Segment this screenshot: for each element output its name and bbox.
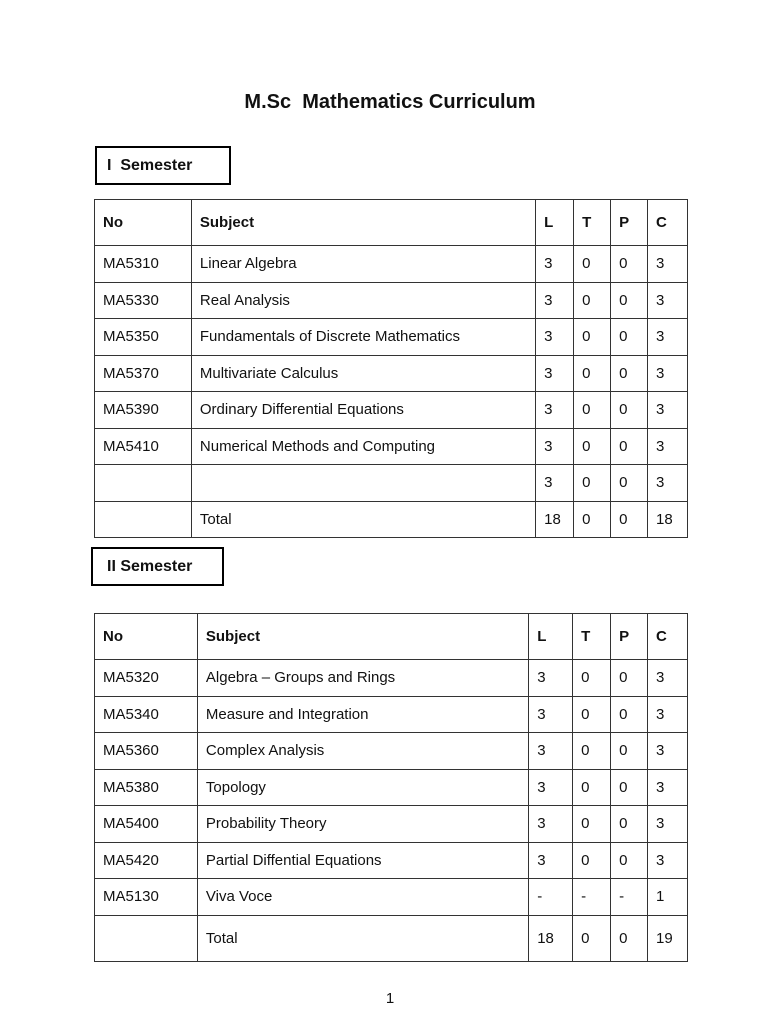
- header-no: No: [95, 200, 192, 246]
- table-row: [95, 355, 688, 392]
- course-t: 0: [574, 392, 611, 429]
- course-c: 3: [648, 319, 688, 356]
- total-l: 18: [536, 501, 574, 538]
- table-row: [95, 282, 688, 319]
- course-c: 3: [648, 806, 688, 843]
- table-row: [95, 428, 688, 465]
- course-c: 3: [648, 769, 688, 806]
- course-l: -: [529, 879, 573, 916]
- course-code: MA5390: [95, 392, 192, 429]
- course-subject: Viva Voce: [197, 879, 528, 916]
- semester-1-heading: I Semester: [95, 146, 231, 185]
- course-t: -: [573, 879, 611, 916]
- course-p: 0: [611, 428, 648, 465]
- total-p: 0: [611, 501, 648, 538]
- semester-2-table: [94, 613, 688, 962]
- total-row: [95, 915, 688, 961]
- course-c: 3: [648, 355, 688, 392]
- course-p: 0: [611, 246, 648, 283]
- header-c: C: [648, 200, 688, 246]
- course-l: 3: [536, 246, 574, 283]
- total-label: Total: [191, 501, 535, 538]
- course-l: 3: [529, 660, 573, 697]
- course-p: 0: [611, 465, 648, 502]
- course-c: 3: [648, 733, 688, 770]
- total-row: [95, 501, 688, 538]
- course-p: 0: [611, 282, 648, 319]
- table-row: [95, 806, 688, 843]
- course-p: 0: [611, 660, 648, 697]
- header-t: T: [573, 614, 611, 660]
- total-c: 18: [648, 501, 688, 538]
- course-c: 3: [648, 696, 688, 733]
- course-p: 0: [611, 733, 648, 770]
- course-c: 3: [648, 465, 688, 502]
- table-header-row: [95, 614, 688, 660]
- course-c: 3: [648, 282, 688, 319]
- table-row: [95, 769, 688, 806]
- course-code: MA5350: [95, 319, 192, 356]
- course-subject: Measure and Integration: [197, 696, 528, 733]
- course-t: 0: [573, 660, 611, 697]
- course-code: MA5340: [95, 696, 198, 733]
- course-t: 0: [574, 428, 611, 465]
- course-l: 3: [529, 769, 573, 806]
- table-row: [95, 319, 688, 356]
- course-subject: Linear Algebra: [191, 246, 535, 283]
- semester-2-heading: II Semester: [91, 547, 224, 586]
- course-code: MA5130: [95, 879, 198, 916]
- course-t: 0: [574, 465, 611, 502]
- course-l: 3: [536, 465, 574, 502]
- course-t: 0: [573, 842, 611, 879]
- table-row: [95, 465, 688, 502]
- course-c: 3: [648, 246, 688, 283]
- table-row: [95, 246, 688, 283]
- table-row: [95, 696, 688, 733]
- course-p: 0: [611, 392, 648, 429]
- table-row: [95, 733, 688, 770]
- course-code: MA5330: [95, 282, 192, 319]
- course-p: 0: [611, 696, 648, 733]
- course-t: 0: [574, 246, 611, 283]
- course-l: 3: [536, 428, 574, 465]
- course-c: 3: [648, 660, 688, 697]
- course-t: 0: [573, 806, 611, 843]
- table-row: [95, 879, 688, 916]
- header-subject: Subject: [191, 200, 535, 246]
- semester-1-table: [94, 199, 688, 538]
- course-subject: Fundamentals of Discrete Mathematics: [191, 319, 535, 356]
- course-p: 0: [611, 806, 648, 843]
- table-row: [95, 660, 688, 697]
- course-c: 3: [648, 392, 688, 429]
- course-subject: Real Analysis: [191, 282, 535, 319]
- course-subject: Probability Theory: [197, 806, 528, 843]
- course-code: MA5400: [95, 806, 198, 843]
- header-c: C: [648, 614, 688, 660]
- course-code: [95, 501, 192, 538]
- course-code: MA5410: [95, 428, 192, 465]
- course-l: 3: [529, 842, 573, 879]
- header-t: T: [574, 200, 611, 246]
- course-subject: Algebra – Groups and Rings: [197, 660, 528, 697]
- page-title: M.Sc Mathematics Curriculum: [244, 91, 536, 113]
- course-code: MA5380: [95, 769, 198, 806]
- course-t: 0: [573, 696, 611, 733]
- course-p: 0: [611, 769, 648, 806]
- course-subject: Ordinary Differential Equations: [191, 392, 535, 429]
- course-t: 0: [573, 769, 611, 806]
- course-p: 0: [611, 842, 648, 879]
- total-p: 0: [611, 915, 648, 961]
- total-l: 18: [529, 915, 573, 961]
- page-number: 1: [385, 990, 395, 1007]
- course-c: 3: [648, 428, 688, 465]
- course-subject: Complex Analysis: [197, 733, 528, 770]
- course-t: 0: [574, 355, 611, 392]
- course-subject: Multivariate Calculus: [191, 355, 535, 392]
- course-p: 0: [611, 319, 648, 356]
- course-subject: Numerical Methods and Computing: [191, 428, 535, 465]
- course-p: -: [611, 879, 648, 916]
- course-l: 3: [536, 355, 574, 392]
- header-l: L: [529, 614, 573, 660]
- course-c: 3: [648, 842, 688, 879]
- course-code: MA5320: [95, 660, 198, 697]
- course-code: MA5310: [95, 246, 192, 283]
- course-subject: Partial Diffential Equations: [197, 842, 528, 879]
- table-row: [95, 392, 688, 429]
- course-l: 3: [529, 696, 573, 733]
- header-subject: Subject: [197, 614, 528, 660]
- course-subject: Topology: [197, 769, 528, 806]
- course-p: 0: [611, 355, 648, 392]
- course-c: 1: [648, 879, 688, 916]
- header-p: P: [611, 614, 648, 660]
- total-t: 0: [573, 915, 611, 961]
- course-code: MA5360: [95, 733, 198, 770]
- course-code: [95, 915, 198, 961]
- total-label: Total: [197, 915, 528, 961]
- course-l: 3: [529, 733, 573, 770]
- course-t: 0: [574, 282, 611, 319]
- table-header-row: [95, 200, 688, 246]
- course-t: 0: [573, 733, 611, 770]
- course-code: [95, 465, 192, 502]
- course-code: MA5370: [95, 355, 192, 392]
- course-l: 3: [529, 806, 573, 843]
- course-l: 3: [536, 392, 574, 429]
- course-code: MA5420: [95, 842, 198, 879]
- total-c: 19: [648, 915, 688, 961]
- header-l: L: [536, 200, 574, 246]
- header-p: P: [611, 200, 648, 246]
- course-l: 3: [536, 319, 574, 356]
- course-t: 0: [574, 319, 611, 356]
- course-subject: [191, 465, 535, 502]
- total-t: 0: [574, 501, 611, 538]
- course-l: 3: [536, 282, 574, 319]
- table-row: [95, 842, 688, 879]
- header-no: No: [95, 614, 198, 660]
